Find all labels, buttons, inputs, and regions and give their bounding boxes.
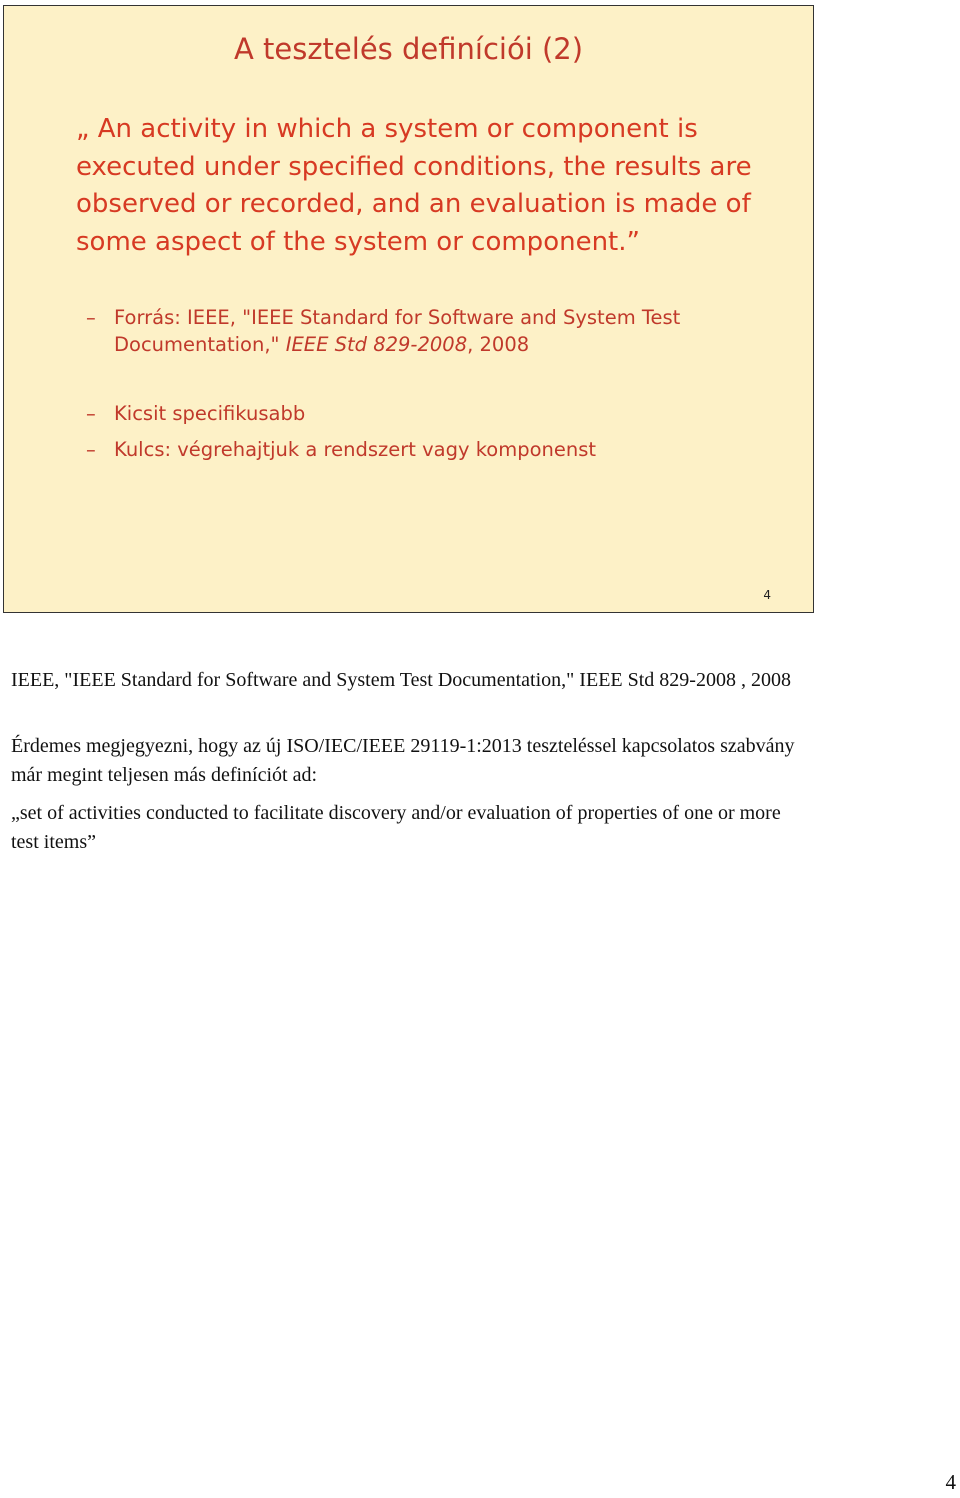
bullet-source [86,304,766,358]
notes-quote: „set of activities conducted to facilitate discovery and/or evaluation of properties of one or more test items” [11,802,781,853]
bullet-dash: – [86,402,96,425]
bullet-specific-text: Kicsit specifikusabb [114,402,306,425]
bullet-dash: – [86,306,96,329]
slide-definition-quote: „ An activity in which a system or component is executed under specified conditions, the results are observed or recorded, and an evaluation is made of some aspect of the system or component.” [76,114,752,257]
bullet-source-std: IEEE Std 829-2008 [285,333,468,356]
bullet-specific [86,400,766,427]
bullet-source-prefix: Forrás: IEEE, "IEEE Standard for Software and System Test Documentation," [114,306,681,356]
slide-number: 4 [763,588,771,602]
slide-bullet-list [86,304,766,463]
bullet-key [86,436,766,463]
notes-section [11,666,811,857]
bullet-key-text: Kulcs: végrehajtjuk a rendszert vagy komponenst [114,438,597,461]
slide-title: A tesztelés definíciói (2) [233,32,584,66]
notes-reference: IEEE, "IEEE Standard for Software and System Test Documentation," IEEE Std 829-2008 , 2008 [11,669,791,691]
page-number: 4 [945,1470,956,1494]
notes-remark: Érdemes megjegyezni, hogy az új ISO/IEC/IEEE 29119-1:2013 teszteléssel kapcsolatos szabvány már megint teljesen más definíciót ad: [11,735,795,786]
bullet-source-suffix: , 2008 [467,333,530,356]
slide [3,5,814,613]
bullet-dash: – [86,438,96,461]
